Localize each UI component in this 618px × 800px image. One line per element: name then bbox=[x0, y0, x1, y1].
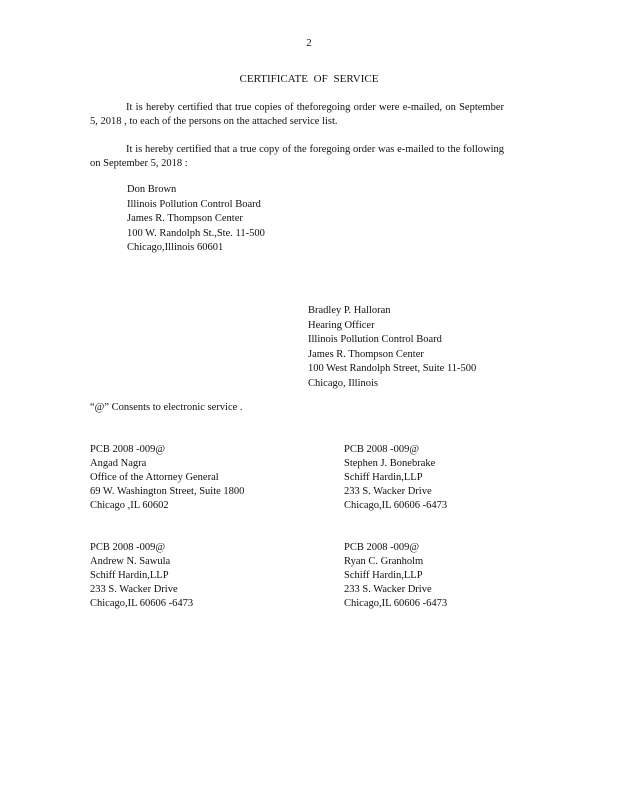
address-line: Office of the Attorney General bbox=[90, 472, 219, 483]
recipient-name: Ryan C. Granholm bbox=[344, 556, 424, 567]
service-list-entry bbox=[90, 541, 193, 611]
address-line: Chicago ,IL 60602 bbox=[90, 500, 169, 511]
address-line: Chicago,IL 60606 -6473 bbox=[344, 598, 448, 609]
address-line: 100 West Randolph Street, Suite 11-500 bbox=[308, 363, 477, 374]
address-line: Don Brown bbox=[127, 184, 177, 195]
case-number: PCB 2008 -009@ bbox=[90, 542, 166, 553]
address-line: Chicago,IL 60606 -6473 bbox=[90, 598, 194, 609]
recipient-name: Angad Nagra bbox=[90, 458, 147, 469]
address-line: James R. Thompson Center bbox=[308, 348, 424, 360]
service-list-entry bbox=[344, 541, 447, 611]
recipient-address-halloran bbox=[308, 304, 476, 391]
address-line: Chicago,Illinois 60601 bbox=[127, 242, 224, 253]
case-number: PCB 2008 -009@ bbox=[344, 444, 420, 455]
recipient-address-brown bbox=[127, 183, 265, 256]
recipient-name: Andrew N. Sawula bbox=[90, 556, 171, 567]
address-line: Schiff Hardin,LLP bbox=[90, 570, 169, 581]
address-line: 233 S. Wacker Drive bbox=[344, 584, 432, 595]
certification-paragraph-1 bbox=[90, 101, 504, 129]
address-line: Schiff Hardin,LLP bbox=[344, 472, 423, 483]
address-line: 69 W. Washington Street, Suite 1800 bbox=[90, 486, 245, 497]
address-line: Schiff Hardin,LLP bbox=[344, 570, 423, 581]
address-line: Bradley P. Halloran bbox=[308, 305, 391, 316]
service-list-entry bbox=[344, 443, 447, 513]
electronic-service-note: “@” Consents to electronic service . bbox=[90, 402, 243, 413]
case-number: PCB 2008 -009@ bbox=[90, 444, 166, 455]
service-list-entry bbox=[90, 443, 244, 513]
address-line: Chicago,IL 60606 -6473 bbox=[344, 500, 448, 511]
address-line: 233 S. Wacker Drive bbox=[344, 486, 432, 497]
paragraph-text: It is hereby certified that a true copy of the foregoing order was e-mailed to the following on September 5, 2018 : bbox=[90, 144, 504, 169]
page-number: 2 bbox=[306, 37, 312, 49]
address-line: Illinois Pollution Control Board bbox=[127, 198, 261, 210]
certification-paragraph-2 bbox=[90, 143, 504, 171]
address-line: James R. Thompson Center bbox=[127, 213, 243, 224]
address-line: Illinois Pollution Control Board bbox=[308, 334, 442, 345]
document-title: CERTIFICATE OF SERVICE bbox=[239, 73, 379, 85]
address-line: 233 S. Wacker Drive bbox=[90, 584, 178, 595]
address-line: Hearing Officer bbox=[308, 319, 375, 331]
address-line: 100 W. Randolph St.,Ste. 11-500 bbox=[127, 227, 265, 239]
paragraph-text: It is hereby certified that true copies of theforegoing order were e-mailed, on September 5, 2018 , to each of the persons on the attached service list. bbox=[90, 102, 504, 127]
address-line: Chicago, Illinois bbox=[308, 377, 378, 389]
recipient-name: Stephen J. Bonebrake bbox=[344, 458, 436, 469]
case-number: PCB 2008 -009@ bbox=[344, 542, 420, 553]
